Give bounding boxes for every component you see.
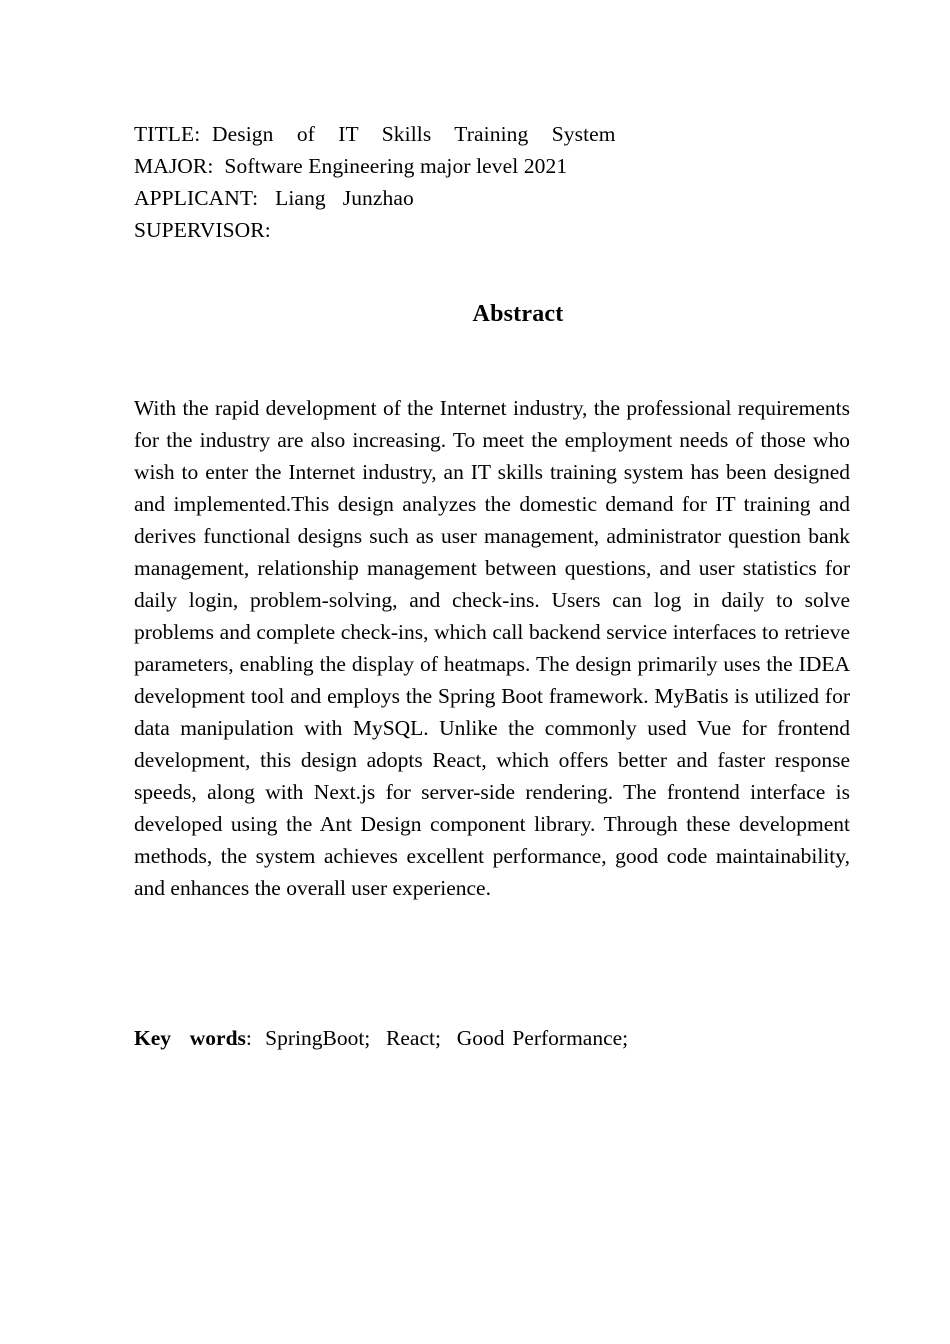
metadata-value-applicant: Liang Junzhao (275, 186, 414, 210)
metadata-row-title (134, 118, 850, 150)
metadata-row-major (134, 150, 850, 182)
keywords-values: SpringBoot; React; Good Performance; (257, 1026, 629, 1050)
abstract-heading: Abstract (472, 301, 564, 327)
keywords-label: Key words (134, 1026, 246, 1050)
metadata-label-supervisor: SUPERVISOR: (134, 218, 271, 242)
metadata-row-supervisor (134, 214, 850, 246)
metadata-value-major: Software Engineering major level 2021 (224, 154, 568, 178)
metadata-value-title: Design of IT Skills Training System (211, 122, 616, 146)
abstract-body-paragraph: With the rapid development of the Internet industry, the professional requirements for the industry are also increasing. To meet the employment needs of those who wish to enter the Internet industry, an IT skills training system has been designed and implemented.This design analyzes the domestic demand for IT training and derives functional designs such as user management, administrator question bank management, relationship management between questions, and user statistics for daily login, problem-solving, and check-ins. Users can log in daily to solve problems and complete check-ins, which call backend service interfaces to retrieve parameters, enabling the display of heatmaps. The design primarily uses the IDEA development tool and employs the Spring Boot framework. MyBatis is utilized for data manipulation with MySQL. Unlike the commonly used Vue for frontend development, this design adopts React, which offers better and faster response speeds, along with Next.js for server-side rendering. The frontend interface is developed using the Ant Design component library. Through these development methods, the system achieves excellent performance, good code maintainability, and enhances the overall user experience. (134, 396, 850, 900)
metadata-row-applicant (134, 182, 850, 214)
keywords-separator: : (245, 1026, 258, 1050)
metadata-label-title: TITLE: (134, 122, 201, 146)
metadata-label-major: MAJOR: (134, 154, 214, 178)
thesis-metadata (134, 118, 850, 246)
keywords-line (134, 1022, 850, 1054)
metadata-label-applicant: APPLICANT: (134, 186, 259, 210)
